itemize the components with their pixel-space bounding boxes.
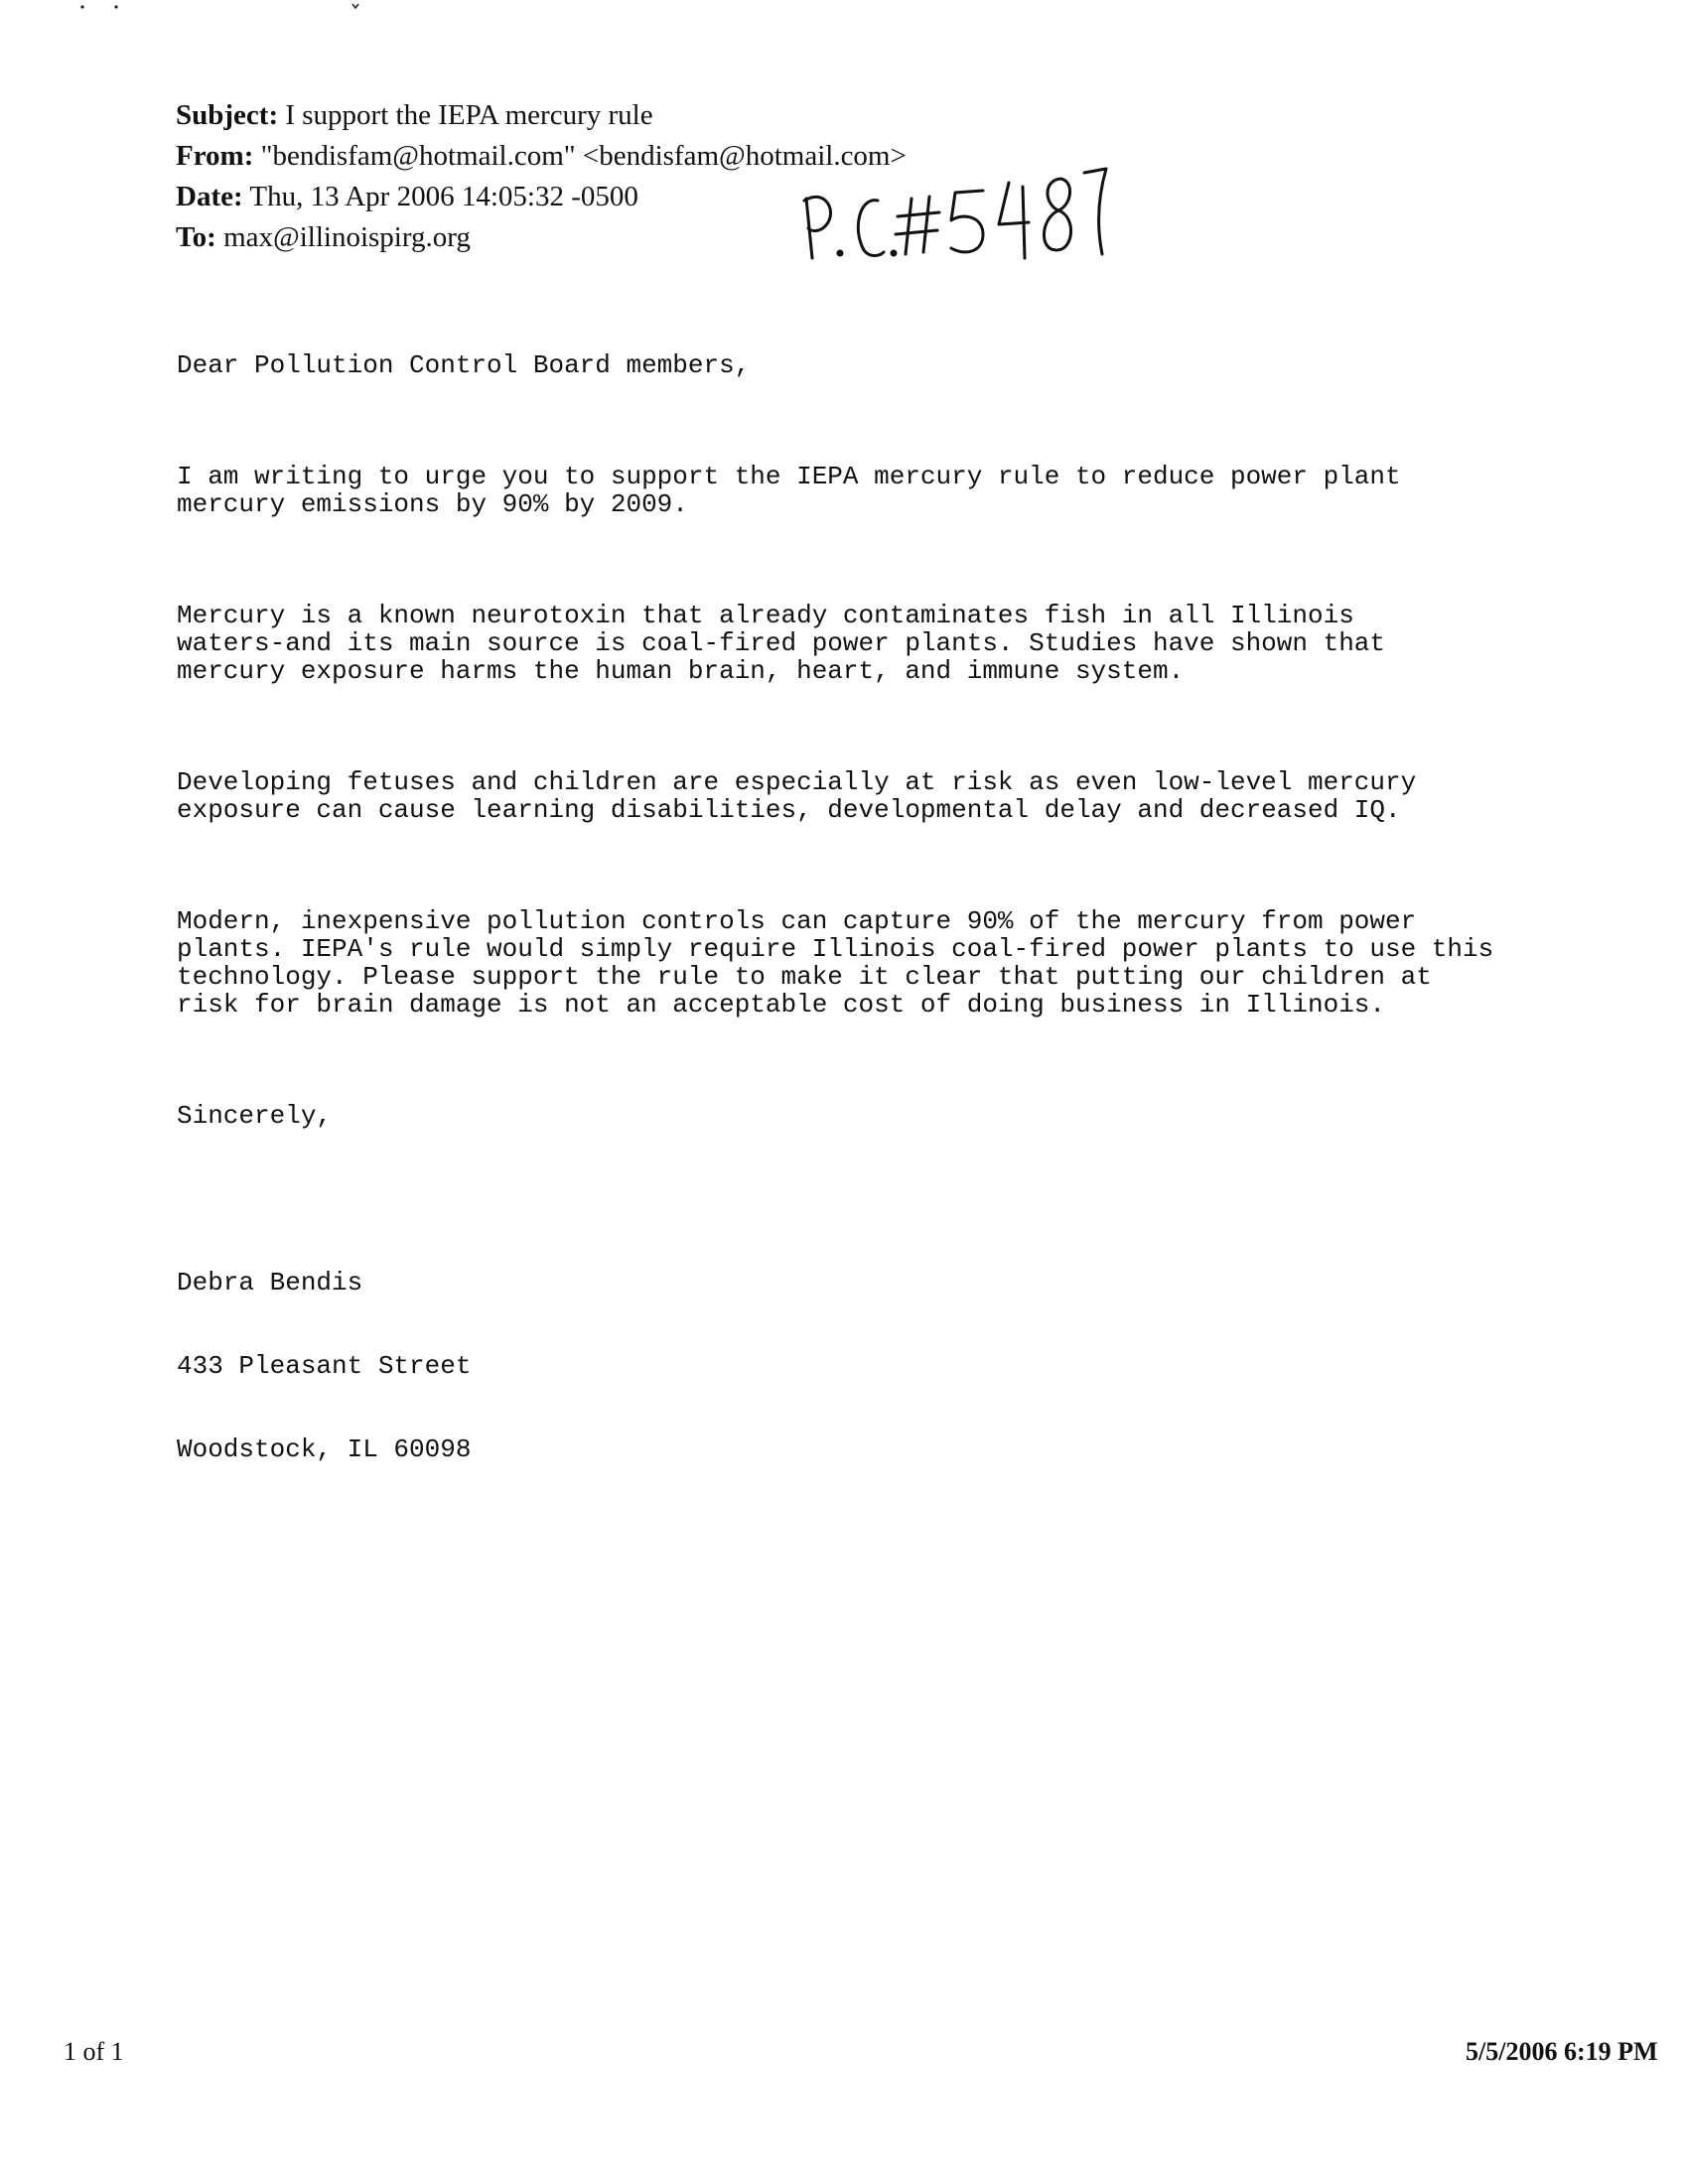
subject-row — [176, 95, 907, 136]
scan-marks — [0, 0, 397, 20]
body-paragraph: Mercury is a known neurotoxin that already contaminates fish in all Illinois waters-and its main source is coal-fired power plants. Studies have shown that mercury exposure harms the human brain, heart, and immune system. — [177, 601, 1385, 686]
signature-street: 433 Pleasant Street — [177, 1351, 472, 1381]
greeting: Dear Pollution Control Board members, — [177, 350, 751, 380]
body-paragraph: Developing fetuses and children are especially at risk as even low-level mercury exposure can cause learning disabilities, developmental delay and decreased IQ. — [177, 767, 1417, 825]
body-paragraph: Modern, inexpensive pollution controls can capture 90% of the mercury from power plants. IEPA's rule would simply require Illinois coal-fired power plants to use this technology. Please support the rule to make it clear that putting our children at risk for brain damage is not an acceptable cost of doing business in Illinois. — [177, 906, 1494, 1020]
date-value: Thu, 13 Apr 2006 14:05:32 -0500 — [249, 181, 638, 212]
signature-block — [177, 1213, 1666, 1519]
signature-city: Woodstock, IL 60098 — [177, 1434, 472, 1464]
body-paragraph: I am writing to urge you to support the IEPA mercury rule to reduce power plant mercury emissions by 90% by 2009. — [177, 462, 1401, 519]
from-label: From: — [176, 140, 254, 172]
email-body — [177, 296, 1666, 1547]
closing: Sincerely, — [177, 1101, 333, 1131]
print-timestamp: 5/5/2006 6:19 PM — [1466, 2037, 1658, 2066]
from-value: "bendisfam@hotmail.com" <bendisfam@hotmail.com> — [260, 140, 907, 172]
date-label: Date: — [176, 181, 243, 212]
to-label: To: — [176, 221, 216, 253]
page-number: 1 of 1 — [64, 2037, 124, 2066]
handwritten-stamp — [794, 159, 1122, 276]
signature-name: Debra Bendis — [177, 1268, 363, 1297]
subject-label: Subject: — [176, 99, 279, 131]
subject-value: I support the IEPA mercury rule — [285, 99, 653, 131]
to-value: max@illinoispirg.org — [223, 221, 471, 253]
